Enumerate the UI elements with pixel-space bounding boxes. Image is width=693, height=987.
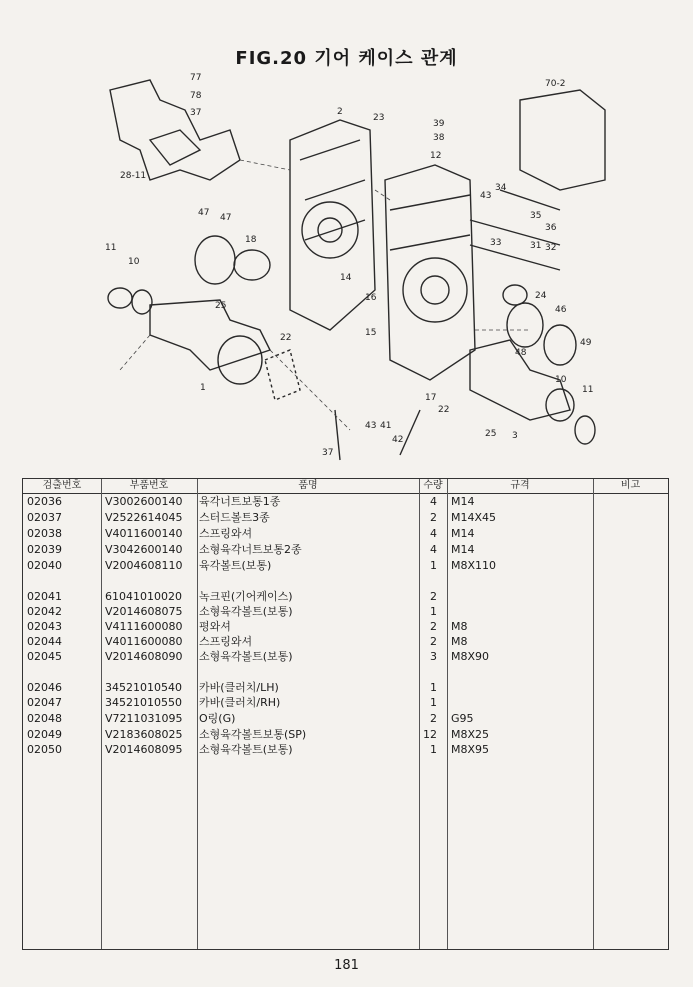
svg-text:41: 41 [380,421,392,431]
row-name: 평와셔 [199,620,231,633]
svg-text:2: 2 [337,107,343,117]
row-qty: 2 [430,511,437,524]
svg-text:33: 33 [490,238,502,248]
table-row [23,604,668,619]
row-code: 02036 [27,495,62,508]
row-name: 소형육각볼트(보통) [199,650,293,663]
row-part-no: V4111600080 [105,620,183,633]
table-row [23,558,668,573]
row-code: 02041 [27,590,62,603]
svg-text:22: 22 [438,405,450,415]
left-axle [150,300,270,370]
row-qty: 1 [430,605,437,618]
svg-text:70-2: 70-2 [545,79,566,89]
svg-text:32: 32 [545,243,557,253]
svg-text:39: 39 [433,119,445,129]
row-code: 02046 [27,681,62,694]
row-name: 녹크핀(기어케이스) [199,590,293,603]
row-spec: M8 [451,635,468,648]
svg-text:16: 16 [365,293,377,303]
row-name: O링(G) [199,712,236,725]
row-code: 02037 [27,511,62,524]
svg-text:15: 15 [365,328,377,338]
row-code: 02050 [27,743,62,756]
row-part-no: V2004608110 [105,559,183,572]
svg-text:46: 46 [555,305,567,315]
svg-text:43: 43 [365,421,377,431]
page-number: 181 [334,958,359,973]
row-spec: M14 [451,543,475,556]
svg-text:12: 12 [430,151,442,161]
row-code: 02049 [27,728,62,741]
svg-text:25: 25 [485,429,497,439]
row-code: 02044 [27,635,62,648]
header-part-no: 부품번호 [101,479,197,494]
svg-text:43: 43 [480,191,492,201]
row-name: 육각볼트(보통) [199,559,272,572]
row-code: 02045 [27,650,62,663]
svg-text:18: 18 [245,235,257,245]
table-row [23,634,668,649]
row-qty: 2 [430,590,437,603]
row-part-no: V2522614045 [105,511,183,524]
row-code: 02047 [27,696,62,709]
svg-text:14: 14 [340,273,352,283]
row-spec: M14 [451,527,475,540]
row-spec: M8X110 [451,559,497,572]
row-part-no: V2014608095 [105,743,183,756]
row-part-no: 34521010550 [105,696,182,709]
row-name: 소형육각볼트(보통) [199,605,293,618]
gear-case-drawing [90,70,610,470]
table-row [23,727,668,742]
svg-text:78: 78 [190,91,202,101]
header-note: 비고 [593,479,668,494]
row-name: 스터드볼트3종 [199,511,270,524]
row-spec: M8X95 [451,743,490,756]
svg-text:48: 48 [515,348,527,358]
row-code: 02040 [27,559,62,572]
svg-text:25: 25 [215,301,227,311]
row-qty: 2 [430,712,437,725]
figure-title: FIG.20 기어 케이스 관계 [235,48,458,69]
row-spec: M8 [451,620,468,633]
row-qty: 1 [430,743,437,756]
svg-text:34: 34 [495,183,507,193]
table-row [23,619,668,634]
row-spec: G95 [451,712,474,725]
row-qty: 4 [430,495,437,508]
svg-text:11: 11 [105,243,117,253]
row-qty: 2 [430,635,437,648]
row-part-no: V4011600080 [105,635,183,648]
svg-text:35: 35 [530,211,542,221]
svg-text:49: 49 [580,338,592,348]
table-row [23,680,668,695]
table-row [23,526,668,541]
row-name: 카바(클러치/LH) [199,681,279,694]
row-spec: M8X25 [451,728,490,741]
svg-text:22: 22 [280,333,292,343]
svg-text:3: 3 [512,431,518,441]
header-qty: 수량 [419,479,447,494]
svg-text:1: 1 [200,383,206,393]
table-row [23,695,668,710]
svg-text:37: 37 [322,448,334,458]
svg-text:77: 77 [190,73,202,83]
svg-text:10: 10 [128,257,140,267]
row-qty: 1 [430,681,437,694]
row-part-no: 61041010020 [105,590,182,603]
row-code: 02043 [27,620,62,633]
svg-text:38: 38 [433,133,445,143]
row-qty: 4 [430,527,437,540]
row-qty: 12 [423,728,437,741]
row-part-no: V2014608090 [105,650,183,663]
table-row [23,542,668,557]
parts-table [22,478,669,950]
row-code: 02039 [27,543,62,556]
svg-text:36: 36 [545,223,557,233]
exploded-parts-diagram [90,70,610,470]
row-qty: 4 [430,543,437,556]
row-part-no: V4011600140 [105,527,183,540]
row-qty: 3 [430,650,437,663]
svg-text:11: 11 [582,385,594,395]
bracket-part [110,80,240,180]
svg-text:42: 42 [392,435,404,445]
svg-text:17: 17 [425,393,437,403]
row-qty: 1 [430,559,437,572]
row-part-no: 34521010540 [105,681,182,694]
svg-text:23: 23 [373,113,385,123]
row-qty: 1 [430,696,437,709]
row-part-no: V3042600140 [105,543,183,556]
row-name: 스프링와셔 [199,527,253,540]
row-name: 육각너트보통1종 [199,495,281,508]
svg-text:47: 47 [220,213,232,223]
table-row [23,649,668,664]
table-row [23,711,668,726]
row-spec: M14X45 [451,511,497,524]
table-row [23,589,668,604]
header-code: 검출번호 [23,479,101,494]
svg-text:10: 10 [555,375,567,385]
row-part-no: V3002600140 [105,495,183,508]
row-name: 소형육각볼트(보통) [199,743,293,756]
row-code: 02042 [27,605,62,618]
row-name: 소형육각볼트보통(SP) [199,728,307,741]
svg-text:31: 31 [530,241,542,251]
row-qty: 2 [430,620,437,633]
row-name: 소형육각너트보통2종 [199,543,302,556]
row-code: 02038 [27,527,62,540]
row-spec: M8X90 [451,650,490,663]
row-code: 02048 [27,712,62,725]
upper-right-housing [520,90,605,190]
row-part-no: V2014608075 [105,605,183,618]
row-spec: M14 [451,495,475,508]
svg-text:47: 47 [198,208,210,218]
row-part-no: V2183608025 [105,728,183,741]
header-name: 품명 [197,479,419,494]
header-spec: 규격 [447,479,593,494]
table-row [23,494,668,509]
row-part-no: V7211031095 [105,712,183,725]
svg-text:37: 37 [190,108,202,118]
row-name: 카바(클러치/RH) [199,696,281,709]
svg-text:24: 24 [535,291,547,301]
svg-text:28-11: 28-11 [120,171,147,181]
row-name: 스프링와셔 [199,635,253,648]
table-row [23,510,668,525]
table-row [23,742,668,757]
